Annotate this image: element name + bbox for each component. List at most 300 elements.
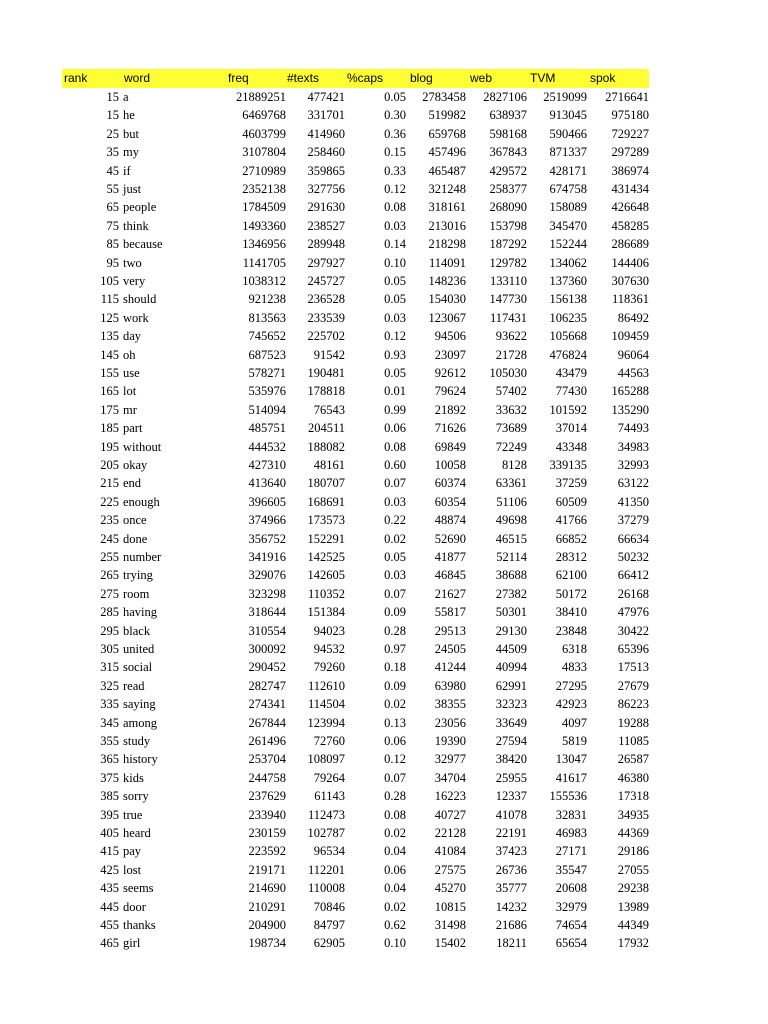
- cell-rank: 45: [106, 163, 119, 178]
- cell-web: 38688: [495, 568, 527, 583]
- cell-caps: 0.07: [384, 770, 406, 785]
- cell-tvm: 6318: [562, 642, 587, 656]
- cell-rank: 315: [100, 660, 119, 675]
- cell-freq: 290452: [248, 660, 286, 675]
- cell-freq: 485751: [248, 421, 286, 436]
- cell-web: 33632: [495, 402, 527, 417]
- cell-caps: 0.07: [384, 586, 406, 601]
- cell-blog: 2783458: [422, 90, 466, 104]
- cell-caps: 0.12: [384, 752, 406, 767]
- cell-web: 41078: [495, 807, 527, 822]
- table-row: [62, 548, 649, 566]
- column-header-spok: spok: [590, 71, 616, 85]
- cell-freq: 198734: [248, 936, 286, 951]
- cell-rank: 235: [100, 513, 119, 528]
- column-header-freq: freq: [228, 71, 249, 85]
- cell-freq: 341916: [248, 550, 286, 564]
- cell-blog: 46845: [434, 568, 466, 583]
- cell-tvm: 2519099: [543, 90, 587, 104]
- cell-tvm: 101592: [549, 402, 587, 417]
- table-row: [62, 603, 649, 621]
- cell-caps: 0.22: [384, 513, 406, 528]
- cell-spok: 386974: [611, 163, 649, 178]
- cell-spok: 17932: [617, 936, 649, 951]
- cell-web: 153798: [489, 218, 527, 233]
- cell-blog: 31498: [434, 918, 466, 932]
- cell-texts: 414960: [307, 126, 345, 141]
- cell-word: two: [123, 255, 142, 270]
- cell-word: use: [123, 366, 140, 380]
- cell-web: 21686: [495, 918, 527, 932]
- table-row: [62, 162, 649, 180]
- cell-blog: 92612: [434, 366, 466, 380]
- cell-word: lot: [123, 384, 137, 399]
- table-row: [62, 585, 649, 603]
- cell-word: day: [123, 329, 142, 344]
- cell-freq: 237629: [248, 789, 286, 804]
- cell-texts: 96534: [313, 844, 345, 859]
- cell-freq: 329076: [248, 568, 286, 583]
- cell-caps: 0.07: [384, 476, 406, 491]
- table-row: [62, 566, 649, 584]
- cell-word: saying: [123, 697, 156, 712]
- cell-web: 25955: [495, 770, 527, 785]
- cell-texts: 297927: [307, 255, 345, 270]
- table-row: [62, 217, 649, 235]
- cell-blog: 457496: [428, 145, 466, 160]
- cell-spok: 46380: [617, 770, 649, 785]
- table-row: [62, 125, 649, 143]
- cell-tvm: 137360: [549, 274, 587, 288]
- cell-word: enough: [123, 494, 160, 509]
- cell-freq: 323298: [248, 586, 286, 601]
- cell-tvm: 66852: [555, 531, 587, 546]
- cell-freq: 253704: [248, 752, 286, 767]
- cell-texts: 108097: [307, 752, 345, 767]
- cell-spok: 109459: [611, 329, 649, 344]
- cell-word: heard: [123, 826, 151, 840]
- cell-word: okay: [123, 458, 148, 472]
- cell-caps: 0.28: [384, 623, 406, 638]
- cell-rank: 105: [100, 274, 119, 288]
- cell-word: without: [123, 439, 162, 454]
- cell-rank: 435: [100, 881, 119, 896]
- cell-texts: 188082: [307, 439, 345, 454]
- cell-word: work: [123, 310, 149, 325]
- cell-freq: 2352138: [242, 182, 286, 196]
- cell-word: oh: [123, 347, 136, 362]
- table-row: [62, 346, 649, 364]
- cell-rank: 275: [100, 586, 119, 601]
- cell-texts: 70846: [313, 899, 345, 914]
- cell-spok: 297289: [611, 145, 649, 160]
- cell-freq: 214690: [248, 881, 286, 896]
- cell-blog: 148236: [428, 274, 466, 288]
- cell-tvm: 590466: [549, 126, 587, 141]
- cell-caps: 0.04: [384, 881, 406, 896]
- cell-tvm: 674758: [549, 182, 587, 196]
- cell-tvm: 105668: [549, 329, 587, 344]
- cell-caps: 0.12: [384, 182, 406, 196]
- cell-word: sorry: [123, 789, 149, 804]
- cell-spok: 37279: [617, 513, 649, 528]
- cell-word: door: [123, 899, 146, 914]
- cell-freq: 1141705: [242, 255, 286, 270]
- cell-web: 367843: [489, 145, 527, 160]
- cell-caps: 0.33: [384, 163, 406, 178]
- cell-rank: 115: [100, 292, 119, 307]
- cell-freq: 204900: [248, 918, 286, 932]
- cell-texts: 359865: [307, 163, 345, 178]
- cell-word: social: [123, 660, 153, 675]
- table-row: [62, 401, 649, 419]
- cell-rank: 55: [106, 182, 119, 196]
- cell-spok: 729227: [611, 126, 649, 141]
- cell-web: 12337: [495, 789, 527, 804]
- cell-blog: 29513: [434, 623, 466, 638]
- cell-word: done: [123, 531, 148, 546]
- cell-tvm: 155536: [549, 789, 587, 804]
- cell-word: mr: [123, 402, 137, 417]
- cell-web: 72249: [495, 439, 527, 454]
- cell-freq: 4603799: [242, 126, 286, 141]
- cell-texts: 178818: [307, 384, 345, 399]
- cell-spok: 74493: [617, 421, 649, 436]
- cell-web: 21728: [495, 347, 527, 362]
- cell-texts: 112473: [307, 807, 345, 822]
- cell-blog: 15402: [434, 936, 466, 951]
- cell-blog: 41877: [434, 550, 466, 564]
- cell-spok: 29186: [617, 844, 649, 859]
- cell-texts: 114504: [307, 697, 345, 712]
- table-row: [62, 198, 649, 216]
- cell-web: 50301: [495, 605, 527, 620]
- cell-word: room: [123, 586, 150, 601]
- cell-rank: 455: [100, 918, 119, 932]
- cell-caps: 0.36: [384, 126, 406, 141]
- cell-word: part: [123, 421, 143, 436]
- cell-blog: 63980: [434, 678, 466, 693]
- table-row: [62, 235, 649, 253]
- cell-rank: 85: [106, 237, 119, 252]
- cell-texts: 151384: [307, 605, 345, 620]
- cell-texts: 258460: [307, 145, 345, 160]
- cell-web: 18211: [496, 936, 527, 951]
- cell-tvm: 106235: [549, 310, 587, 325]
- column-header-blog: blog: [410, 71, 433, 85]
- table-row: [62, 382, 649, 400]
- cell-web: 129782: [489, 255, 527, 270]
- cell-texts: 123994: [307, 715, 345, 730]
- cell-spok: 65396: [617, 642, 649, 656]
- header-row: [62, 69, 649, 88]
- cell-freq: 396605: [248, 494, 286, 509]
- table-row: [62, 456, 649, 474]
- cell-caps: 0.93: [384, 347, 406, 362]
- cell-rank: 225: [100, 494, 119, 509]
- cell-blog: 38355: [434, 697, 466, 712]
- cell-rank: 365: [100, 752, 119, 767]
- cell-blog: 519982: [428, 108, 466, 123]
- cell-caps: 0.01: [384, 384, 406, 399]
- cell-blog: 24505: [434, 642, 466, 656]
- cell-blog: 10815: [434, 899, 466, 914]
- cell-texts: 291630: [307, 200, 345, 215]
- cell-freq: 300092: [248, 642, 286, 656]
- cell-blog: 55817: [434, 605, 466, 620]
- cell-rank: 165: [100, 384, 119, 399]
- cell-web: 2827106: [483, 90, 527, 104]
- cell-word: if: [123, 163, 131, 178]
- cell-freq: 1346956: [242, 237, 286, 252]
- cell-texts: 110352: [307, 586, 345, 601]
- table-row: [62, 787, 649, 805]
- table-row: [62, 530, 649, 548]
- cell-tvm: 50172: [555, 586, 587, 601]
- cell-word: true: [123, 807, 143, 822]
- table-row: [62, 143, 649, 161]
- cell-rank: 135: [100, 329, 119, 344]
- cell-texts: 180707: [307, 476, 345, 491]
- cell-spok: 47976: [617, 605, 649, 620]
- table-row: [62, 511, 649, 529]
- cell-texts: 204511: [307, 421, 345, 436]
- cell-spok: 32993: [617, 458, 649, 472]
- cell-texts: 102787: [307, 826, 345, 840]
- cell-spok: 29238: [617, 881, 649, 896]
- cell-web: 638937: [489, 108, 527, 123]
- cell-blog: 60354: [434, 494, 466, 509]
- cell-caps: 0.02: [384, 531, 406, 546]
- cell-rank: 145: [100, 347, 119, 362]
- cell-texts: 48161: [313, 458, 345, 472]
- cell-freq: 356752: [248, 531, 286, 546]
- cell-web: 22191: [495, 826, 527, 840]
- cell-spok: 30422: [617, 623, 649, 638]
- cell-caps: 0.08: [384, 200, 406, 215]
- cell-blog: 32977: [434, 752, 466, 767]
- cell-web: 35777: [495, 881, 527, 896]
- cell-freq: 687523: [248, 347, 286, 362]
- cell-rank: 125: [100, 310, 119, 325]
- cell-web: 40994: [495, 660, 527, 675]
- cell-freq: 444532: [248, 439, 286, 454]
- table-row: [62, 254, 649, 272]
- cell-blog: 19390: [434, 734, 466, 748]
- cell-rank: 155: [100, 366, 119, 380]
- cell-rank: 345: [100, 715, 119, 730]
- cell-word: having: [123, 605, 158, 620]
- column-header-texts: #texts: [287, 71, 320, 85]
- cell-rank: 385: [100, 789, 119, 804]
- cell-blog: 40727: [434, 807, 466, 822]
- cell-rank: 445: [100, 899, 119, 914]
- cell-freq: 427310: [248, 458, 286, 472]
- table-row: [62, 769, 649, 787]
- cell-web: 33649: [495, 715, 527, 730]
- cell-rank: 355: [100, 734, 119, 748]
- cell-tvm: 35547: [555, 862, 587, 877]
- cell-blog: 48874: [434, 513, 466, 528]
- cell-web: 93622: [495, 329, 527, 344]
- cell-blog: 21627: [434, 586, 466, 601]
- cell-caps: 0.12: [384, 329, 406, 344]
- cell-caps: 0.02: [384, 697, 406, 712]
- cell-blog: 465487: [428, 163, 466, 178]
- cell-blog: 41084: [434, 844, 466, 859]
- cell-caps: 0.05: [384, 366, 406, 380]
- cell-freq: 267844: [248, 715, 286, 730]
- cell-word: my: [123, 145, 139, 160]
- table-row: [62, 732, 649, 750]
- cell-spok: 431434: [611, 182, 649, 196]
- cell-web: 73689: [495, 421, 527, 436]
- cell-rank: 25: [106, 126, 119, 141]
- cell-texts: 245727: [307, 274, 345, 288]
- cell-tvm: 134062: [549, 255, 587, 270]
- cell-freq: 1038312: [242, 274, 286, 288]
- cell-spok: 11085: [618, 734, 649, 748]
- cell-texts: 225702: [307, 329, 345, 344]
- cell-web: 52114: [496, 550, 527, 564]
- table-row: [62, 861, 649, 879]
- cell-blog: 154030: [428, 292, 466, 307]
- cell-spok: 144406: [611, 255, 649, 270]
- cell-texts: 84797: [313, 918, 345, 932]
- cell-texts: 61143: [314, 789, 345, 804]
- cell-rank: 185: [100, 421, 119, 436]
- cell-tvm: 43479: [555, 366, 587, 380]
- cell-word: just: [123, 182, 142, 196]
- cell-web: 32323: [495, 697, 527, 712]
- cell-word: history: [123, 752, 158, 767]
- cell-blog: 27575: [434, 862, 466, 877]
- cell-word: black: [123, 623, 151, 638]
- table-row: [62, 364, 649, 382]
- cell-rank: 175: [100, 402, 119, 417]
- cell-caps: 0.15: [384, 145, 406, 160]
- table-row: [62, 290, 649, 308]
- column-header-web: web: [470, 71, 493, 85]
- cell-freq: 318644: [248, 605, 286, 620]
- cell-blog: 16223: [434, 789, 466, 804]
- cell-texts: 152291: [307, 531, 345, 546]
- cell-texts: 79264: [313, 770, 345, 785]
- cell-freq: 535976: [248, 384, 286, 399]
- cell-web: 37423: [495, 844, 527, 859]
- cell-word: but: [123, 126, 139, 141]
- cell-word: thanks: [123, 918, 156, 932]
- cell-texts: 190481: [307, 366, 345, 380]
- cell-spok: 26168: [617, 586, 649, 601]
- column-header-tvm: TVM: [530, 71, 556, 85]
- table-row: [62, 695, 649, 713]
- table-row: [62, 898, 649, 916]
- cell-spok: 66634: [617, 531, 649, 546]
- cell-caps: 0.28: [384, 789, 406, 804]
- table-row: [62, 272, 649, 290]
- cell-tvm: 4097: [562, 715, 587, 730]
- cell-spok: 426648: [611, 200, 649, 215]
- cell-freq: 921238: [248, 292, 286, 307]
- cell-spok: 286689: [611, 237, 649, 252]
- cell-caps: 0.04: [384, 844, 406, 859]
- table-row: [62, 916, 649, 934]
- cell-web: 46515: [495, 531, 527, 546]
- cell-blog: 21892: [434, 402, 466, 417]
- cell-word: seems: [123, 881, 154, 896]
- cell-caps: 0.60: [384, 458, 406, 472]
- table-row: [62, 934, 649, 952]
- cell-rank: 205: [100, 458, 119, 472]
- cell-blog: 69849: [434, 439, 466, 454]
- cell-blog: 34704: [434, 770, 466, 785]
- cell-word: study: [123, 734, 151, 748]
- cell-texts: 142525: [307, 550, 345, 564]
- cell-texts: 142605: [307, 568, 345, 583]
- cell-texts: 168691: [307, 494, 345, 509]
- cell-texts: 76543: [313, 402, 345, 417]
- cell-caps: 0.02: [384, 826, 406, 840]
- cell-texts: 477421: [307, 90, 345, 104]
- cell-caps: 0.06: [384, 421, 406, 436]
- cell-blog: 45270: [434, 881, 466, 896]
- cell-rank: 35: [106, 145, 119, 160]
- table-row: [62, 474, 649, 492]
- table-row: [62, 677, 649, 695]
- cell-web: 62991: [495, 678, 527, 693]
- cell-blog: 41244: [434, 660, 466, 675]
- cell-web: 14232: [495, 899, 527, 914]
- cell-rank: 255: [100, 550, 119, 564]
- cell-spok: 27679: [617, 678, 649, 693]
- cell-freq: 21889251: [236, 90, 286, 104]
- cell-rank: 15: [106, 108, 119, 123]
- cell-blog: 52690: [434, 531, 466, 546]
- cell-tvm: 27295: [555, 678, 587, 693]
- cell-tvm: 74654: [555, 918, 587, 932]
- cell-spok: 27055: [617, 862, 649, 877]
- cell-texts: 173573: [307, 513, 345, 528]
- cell-freq: 374966: [248, 513, 286, 528]
- cell-tvm: 4833: [562, 660, 587, 675]
- cell-word: pay: [123, 844, 142, 859]
- cell-caps: 0.03: [384, 494, 406, 509]
- cell-spok: 50232: [617, 550, 649, 564]
- cell-word: because: [123, 237, 163, 252]
- table-row: [62, 806, 649, 824]
- cell-tvm: 158089: [549, 200, 587, 215]
- cell-tvm: 62100: [555, 568, 587, 583]
- cell-web: 105030: [489, 366, 527, 380]
- cell-web: 8128: [502, 458, 527, 472]
- cell-caps: 0.02: [384, 899, 406, 914]
- cell-blog: 71626: [434, 421, 466, 436]
- cell-rank: 305: [100, 642, 119, 656]
- cell-spok: 13989: [617, 899, 649, 914]
- cell-spok: 26587: [617, 752, 649, 767]
- cell-rank: 425: [100, 862, 119, 877]
- cell-texts: 233539: [307, 310, 345, 325]
- table-row: [62, 879, 649, 897]
- cell-tvm: 20608: [555, 881, 587, 896]
- cell-tvm: 32979: [555, 899, 587, 914]
- cell-rank: 265: [100, 568, 119, 583]
- cell-spok: 86223: [617, 697, 649, 712]
- cell-freq: 244758: [248, 770, 286, 785]
- cell-tvm: 38410: [555, 605, 587, 620]
- cell-spok: 44563: [617, 366, 649, 380]
